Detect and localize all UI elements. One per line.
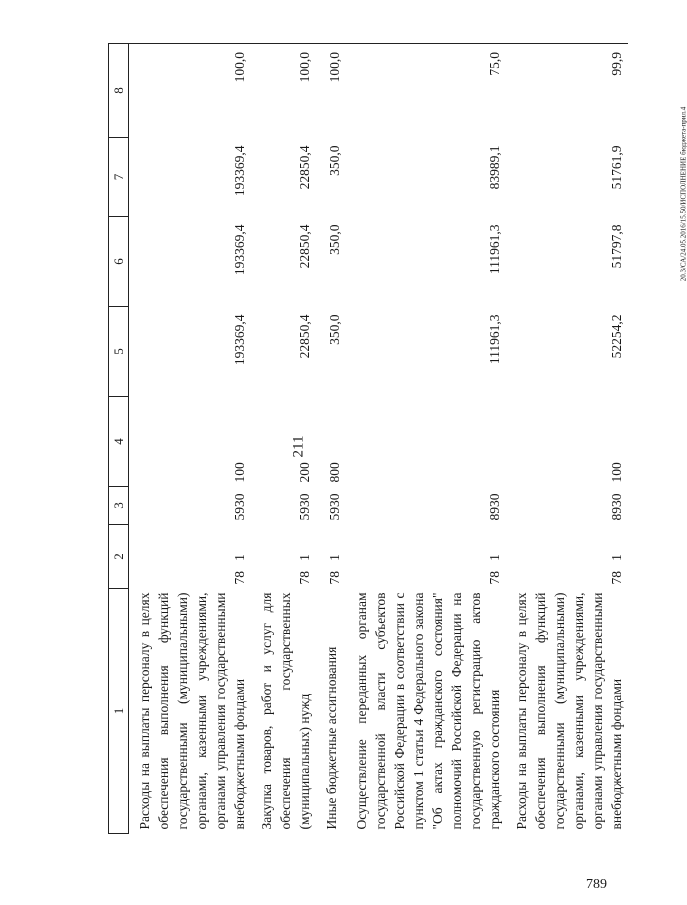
code-type: 200 [297,462,312,483]
row-codes-a [316,525,346,589]
rotated-table-container [108,44,624,834]
row-codes-a [346,525,506,589]
row-name: Расходы на выплаты персоналу в целях обеспечения выполнения функций государственными (муниципальными) органами, казенными учреждениями, органами управления государственными внебюджетными фондами [514,592,624,830]
row-name: Осуществление переданных органам государственной власти субъектов Российской Федерации в соответствии с пунктом 1 статьи 4 Федерального закона "Об актах гражданского состояния" полномочий Российской Федерации на государственную регистрацию актов гражданского состояния [354,592,502,830]
page-number-bottom: 789 [586,877,607,892]
value-col-7: 22850,4 [297,145,312,190]
value-col-7: 350,0 [327,145,342,176]
code-section: 1 [232,554,247,561]
code-chapter: 78 [327,571,342,585]
header-col-8: 8 [109,44,129,138]
code-type: 800 [327,462,342,483]
header-col-2: 2 [109,525,129,589]
table-row [506,44,628,834]
value-col-7: 51761,9 [609,145,624,190]
value-col-5: 350,0 [327,314,342,345]
value-col-6: 22850,4 [297,224,312,269]
row-name: Расходы на выплаты персоналу в целях обеспечения выполнения функций государственными (муниципальными) органами, казенными учреждениями, органами управления государственными внебюджетными фондами [137,592,247,830]
code-target: 5930 [297,493,312,521]
value-col-7: 193369,4 [232,145,247,197]
footer-code: 20.3/СА/24.05.2016/15.50/ИСПОЛНЕНИЕ бюджета-прил.4 [679,106,687,282]
code-chapter: 78 [487,571,502,585]
code-target: 5930 [232,493,247,521]
header-col-6: 6 [109,217,129,307]
code-target: 5930 [327,493,342,521]
value-col-6: 111961,3 [487,224,502,275]
table-row [316,44,346,834]
table-header-row [109,44,129,834]
code-section: 1 [297,554,312,561]
value-col-8: 100,0 [316,44,346,138]
row-name: Закупка товаров, работ и услуг для обеспечения государственных (муниципальных) нужд [259,592,312,830]
code-section: 1 [609,554,624,561]
code-chapter: 78 [232,571,247,585]
code-section: 1 [327,554,342,561]
header-col-5: 5 [109,307,129,397]
code-target: 8930 [487,493,502,521]
code-type [346,397,506,487]
code-chapter: 78 [609,571,624,585]
value-col-8: 100,0 [251,44,316,138]
table-row [129,44,252,834]
header-col-7: 7 [109,138,129,217]
row-name: Иные бюджетные ассигнования [324,646,339,830]
row-codes-a [251,525,316,589]
row-codes-a [129,525,252,589]
value-col-5: 193369,4 [232,314,247,366]
header-col-4: 4 [109,397,129,487]
value-col-8: 75,0 [346,44,506,138]
page-number-top: 211 [290,435,307,458]
value-col-5: 111961,3 [487,314,502,365]
code-type: 100 [232,462,247,483]
value-col-7: 83989,1 [487,145,502,190]
code-target: 8930 [609,493,624,521]
code-section: 1 [487,554,502,561]
value-col-6: 51797,8 [609,224,624,269]
value-col-6: 193369,4 [232,224,247,276]
value-col-5: 22850,4 [297,314,312,359]
value-col-6: 350,0 [327,224,342,255]
value-col-5: 52254,2 [609,314,624,359]
header-col-1: 1 [109,589,129,834]
row-codes-a [506,525,628,589]
code-chapter: 78 [297,571,312,585]
table-row [346,44,506,834]
value-col-8: 99,9 [506,44,628,138]
value-col-8: 100,0 [129,44,252,138]
code-type: 100 [609,462,624,483]
budget-table [108,43,628,834]
table-row [251,44,316,834]
header-col-3: 3 [109,487,129,525]
